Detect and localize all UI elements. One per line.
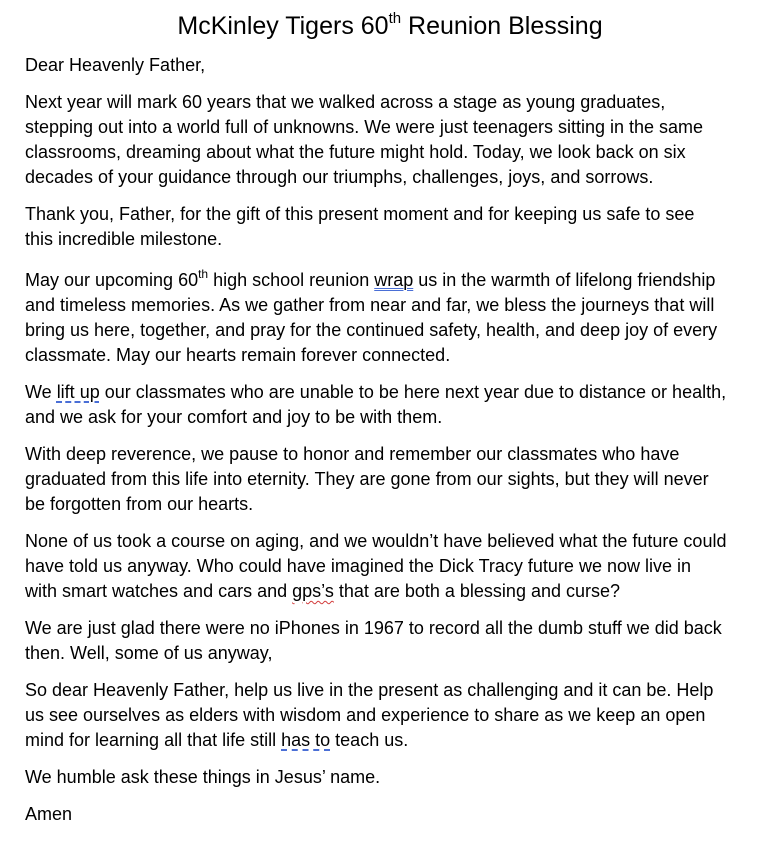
paragraph-line: classrooms, dreaming about what the future might hold. Today, we look back on six	[25, 142, 686, 162]
text-run: us in the warmth of lifelong friendship	[413, 270, 716, 290]
paragraph-line	[25, 380, 775, 405]
paragraph-3	[25, 268, 775, 368]
paragraph-4	[25, 380, 775, 430]
paragraph-line	[25, 728, 775, 753]
paragraph-9	[25, 765, 775, 790]
paragraph-line: Thank you, Father, for the gift of this present moment and for keeping us safe to see	[25, 204, 695, 224]
paragraph-line: and we ask for your comfort and joy to be with them.	[25, 407, 443, 427]
grammar-suggestion-wrap[interactable]: wrap	[374, 270, 414, 290]
page-title	[25, 10, 755, 42]
text-run: May our upcoming 60	[25, 270, 199, 290]
paragraph-6	[25, 529, 775, 604]
title-text-end: Reunion Blessing	[401, 12, 603, 40]
text-run: We	[25, 382, 57, 402]
paragraph-line	[25, 268, 775, 293]
paragraph-line: We humble ask these things in Jesus’ name.	[25, 767, 381, 787]
paragraph-8	[25, 678, 775, 753]
paragraph-line: this incredible milestone.	[25, 229, 223, 249]
closing	[25, 802, 775, 827]
paragraph-line: have told us anyway. Who could have imagined the Dick Tracy future we now live in	[25, 556, 691, 576]
salutation-text: Dear Heavenly Father,	[25, 55, 206, 75]
paragraph-line: We are just glad there were no iPhones in 1967 to record all the dumb stuff we did back	[25, 618, 722, 638]
paragraph-line: graduated from this life into eternity. They are gone from our sights, but they will never	[25, 469, 709, 489]
closing-text: Amen	[25, 804, 73, 824]
paragraph-1	[25, 90, 775, 190]
title-text: McKinley Tigers 60	[177, 12, 389, 40]
grammar-suggestion-lift-up[interactable]: lift up	[56, 382, 100, 402]
paragraph-line: bring us here, together, and pray for the continued safety, health, and deep joy of every	[25, 320, 718, 340]
paragraph-5	[25, 442, 775, 517]
text-run: that are both a blessing and curse?	[333, 581, 621, 601]
paragraph-line	[25, 579, 775, 604]
text-run: mind for learning all that life still	[25, 730, 282, 750]
salutation	[25, 53, 775, 78]
title-superscript: th	[388, 9, 402, 27]
spelling-error-gps[interactable]: gps’s	[292, 581, 334, 601]
paragraph-line: None of us took a course on aging, and we wouldn’t have believed what the future could	[25, 531, 727, 551]
paragraph-line: With deep reverence, we pause to honor and remember our classmates who have	[25, 444, 680, 464]
paragraph-line: decades of your guidance through our triumphs, challenges, joys, and sorrows.	[25, 167, 654, 187]
text-run: our classmates who are unable to be here next year due to distance or health,	[99, 382, 727, 402]
paragraph-line: be forgotten from our hearts.	[25, 494, 254, 514]
paragraph-2	[25, 202, 775, 252]
paragraph-line: So dear Heavenly Father, help us live in the present as challenging and it can be. Help	[25, 680, 714, 700]
text-run: teach us.	[330, 730, 409, 750]
text-run: high school reunion	[208, 270, 375, 290]
paragraph-line: classmate. May our hearts remain forever connected.	[25, 345, 451, 365]
grammar-suggestion-has-to[interactable]: has to	[281, 730, 331, 750]
paragraph-line: then. Well, some of us anyway,	[25, 643, 273, 663]
paragraph-line: us see ourselves as elders with wisdom and experience to share as we keep an open	[25, 705, 706, 725]
text-run: with smart watches and cars and	[25, 581, 293, 601]
paragraph-line: stepping out into a world full of unknowns. We were just teenagers sitting in the same	[25, 117, 704, 137]
superscript: th	[198, 267, 209, 281]
paragraph-7	[25, 616, 775, 666]
paragraph-line: and timeless memories. As we gather from near and far, we bless the journeys that will	[25, 295, 715, 315]
paragraph-line: Next year will mark 60 years that we walked across a stage as young graduates,	[25, 92, 666, 112]
